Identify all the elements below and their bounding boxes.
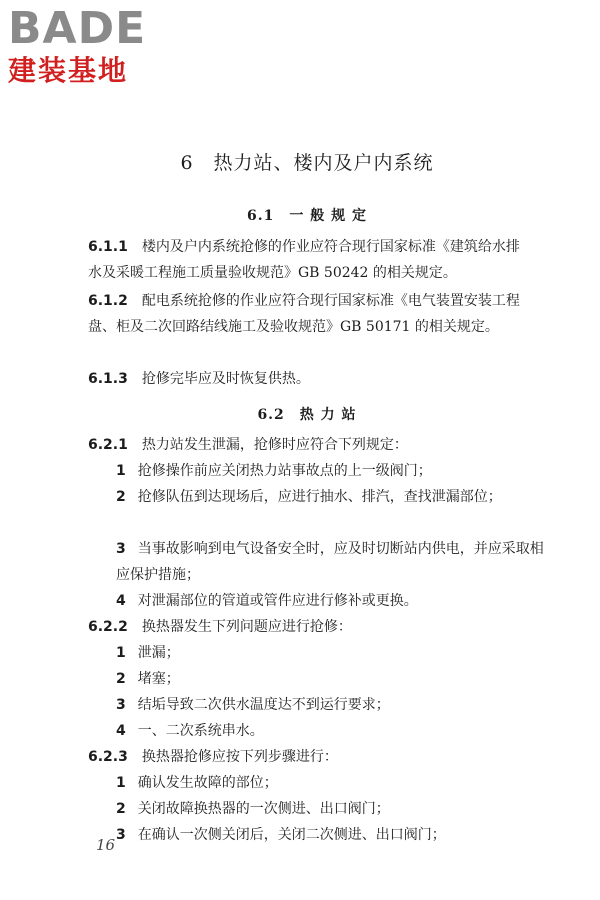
clause-text: 配电系统抢修的作业应符合现行国家标准《电气装置安装工程 盘、柜及二次回路结线施工及验收规范》GB 50171 的相关规定。 <box>88 293 534 335</box>
item-text: 对泄漏部位的管道或管件应进行修补或更换。 <box>137 593 418 609</box>
logo-wordmark: BADE <box>8 3 147 54</box>
clause-text: 热力站发生泄漏，抢修时应符合下列规定： <box>141 437 408 453</box>
clause-text: 抢修完毕应及时恢复供热。 <box>141 371 310 387</box>
clause-6-2-2 <box>88 614 526 640</box>
list-item <box>88 822 554 848</box>
section-title: 6.1 一 般 规 定 <box>247 208 367 224</box>
clause-number: 6.1.3 <box>88 371 128 387</box>
item-number: 3 <box>116 697 126 713</box>
item-text: 结垢导致二次供水温度达不到运行要求； <box>137 697 390 713</box>
brand-logo <box>8 3 178 88</box>
clause-text: 楼内及户内系统抢修的作业应符合现行国家标准《建筑给水排水及采暖工程施工质量验收规范》GB 50242 的相关规定。 <box>88 239 520 281</box>
item-text: 泄漏； <box>137 645 180 661</box>
list-item <box>88 484 554 510</box>
clause-text: 换热器抢修应按下列步骤进行： <box>141 749 338 765</box>
clause-number: 6.1.1 <box>88 239 128 255</box>
clause-number: 6.2.2 <box>88 619 128 635</box>
list-item <box>88 536 554 588</box>
item-number: 3 <box>116 541 126 557</box>
list-item <box>88 640 554 666</box>
list-item <box>88 588 554 614</box>
clause-6-2-1 <box>88 432 526 458</box>
item-number: 2 <box>116 801 126 817</box>
item-number: 1 <box>116 463 126 479</box>
clause-number: 6.2.1 <box>88 437 128 453</box>
clause-number: 6.1.2 <box>88 293 128 309</box>
item-number: 4 <box>116 723 126 739</box>
item-text: 在确认一次侧关闭后，关闭二次侧进、出口阀门； <box>137 827 446 843</box>
clause-6-2-3 <box>88 744 526 770</box>
clause-text: 换热器发生下列问题应进行抢修： <box>141 619 352 635</box>
item-number: 4 <box>116 593 126 609</box>
clause-6-1-1 <box>88 234 526 286</box>
list-item <box>88 666 554 692</box>
item-number: 3 <box>116 827 126 843</box>
item-text: 一、二次系统串水。 <box>137 723 264 739</box>
item-text: 抢修操作前应关闭热力站事故点的上一级阀门； <box>137 463 432 479</box>
clause-number: 6.2.3 <box>88 749 128 765</box>
item-number: 2 <box>116 671 126 687</box>
item-number: 2 <box>116 489 126 505</box>
item-number: 1 <box>116 775 126 791</box>
item-number: 1 <box>116 645 126 661</box>
section-title: 6.2 热 力 站 <box>257 407 357 423</box>
list-item <box>88 796 554 822</box>
list-item <box>88 458 554 484</box>
list-item <box>88 718 554 744</box>
list-item <box>88 770 554 796</box>
item-text: 抢修队伍到达现场后，应进行抽水、排汽，查找泄漏部位； <box>137 489 502 505</box>
clause-6-1-2 <box>88 288 534 340</box>
page-number: 16 <box>96 836 116 854</box>
clause-6-1-3 <box>88 366 526 392</box>
logo-subtitle: 建装基地 <box>8 54 129 87</box>
item-text: 当事故影响到电气设备安全时，应及时切断站内供电，并应采取相应保护措施； <box>116 541 544 583</box>
item-text: 确认发生故障的部位； <box>137 775 278 791</box>
chapter-title: 6 热力站、楼内及户内系统 <box>180 152 434 174</box>
list-item <box>88 692 554 718</box>
item-text: 关闭故障换热器的一次侧进、出口阀门； <box>137 801 390 817</box>
item-text: 堵塞； <box>137 671 180 687</box>
